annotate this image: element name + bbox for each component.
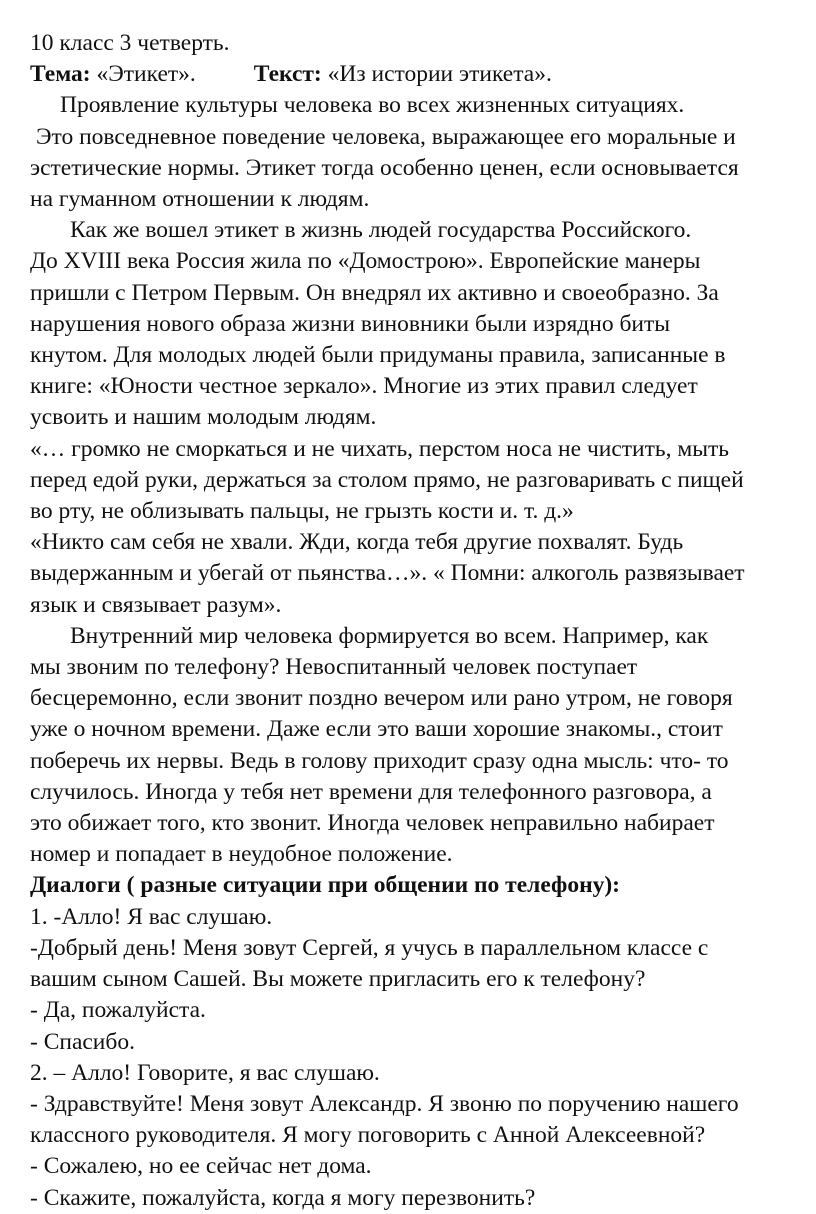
body-line: книге: «Юности честное зеркало». Многие из этих правил следует xyxy=(30,373,698,400)
text-label: Текст: xyxy=(253,61,322,88)
quote-line: «… громко не сморкаться и не чихать, перстом носа не чистить, мыть xyxy=(30,435,729,462)
body-line: на гуманном отношении к людям. xyxy=(30,186,370,213)
grade-line: 10 класс 3 четверть. xyxy=(30,30,230,56)
body-line: случилось. Иногда у тебя нет времени для телефонного разговора, а xyxy=(30,778,712,805)
body-line: бесцеремонно, если звонит поздно вечером или рано утром, не говоря xyxy=(30,685,733,712)
quote-line: перед едой руки, держаться за столом прямо, не разговаривать с пищей xyxy=(30,466,744,493)
body-line: уже о ночном времени. Даже если это ваши хорошие знакомы., стоит xyxy=(30,716,723,743)
dialogue-line: - Скажите, пожалуйста, когда я могу перезвонить? xyxy=(30,1184,536,1211)
body-line: номер и попадает в неудобное положение. xyxy=(30,841,453,868)
quote-line: во рту, не облизывать пальцы, не грызть кости и. т. д.» xyxy=(30,498,574,525)
dialogue-line: - Здравствуйте! Меня зовут Александр. Я звоню по поручению нашего xyxy=(30,1090,739,1117)
dialogue-line: вашим сыном Сашей. Вы можете пригласить его к телефону? xyxy=(30,966,646,993)
quote-line: выдержанным и убегай от пьянства…». « Помни: алкоголь развязывает xyxy=(30,560,745,587)
dialogue-line: 1. -Алло! Я вас слушаю. xyxy=(30,903,273,930)
dialogues-heading: Диалоги ( разные ситуации при общении по телефону): xyxy=(30,872,621,899)
text-value: «Из истории этикета». xyxy=(321,61,552,88)
body-line: Это повседневное поведение человека, выражающее его моральные и xyxy=(36,123,736,150)
body-line: Как же вошел этикет в жизнь людей государства Российского. xyxy=(70,217,692,244)
body-line: мы звоним по телефону? Невоспитанный человек поступает xyxy=(30,654,638,681)
body-line: Проявление культуры человека во всех жизненных ситуациях. xyxy=(60,92,685,119)
dialogue-line: 2. – Алло! Говорите, я вас слушаю. xyxy=(30,1059,380,1086)
body-line: кнутом. Для молодых людей были придуманы правила, записанные в xyxy=(30,342,726,369)
body-line: поберечь их нервы. Ведь в голову приходит сразу одна мысль: что- то xyxy=(30,747,729,774)
dialogue-line: - Спасибо. xyxy=(30,1028,135,1055)
quote-line: язык и связывает разум». xyxy=(30,591,282,618)
quote-line: «Никто сам себя не хвали. Жди, когда тебя другие похвалят. Будь xyxy=(30,529,684,556)
body-line: пришли с Петром Первым. Он внедрял их активно и своеобразно. За xyxy=(30,279,719,306)
body-line: Внутренний мир человека формируется во всем. Например, как xyxy=(70,622,709,649)
body-line: это обижает того, кто звонит. Иногда человек неправильно набирает xyxy=(30,810,715,837)
body-line: До XVIII века Россия жила по «Домострою». Европейские манеры xyxy=(30,248,701,275)
body-line: усвоить и нашим молодым людям. xyxy=(30,404,377,431)
dialogue-line: - Сожалею, но ее сейчас нет дома. xyxy=(30,1153,372,1180)
topic-label: Тема: xyxy=(30,61,91,88)
dialogue-line: - Да, пожалуйста. xyxy=(30,997,206,1024)
topic-value: «Этикет». xyxy=(90,61,196,88)
body-line: эстетические нормы. Этикет тогда особенно ценен, если основывается xyxy=(30,154,739,181)
body-line: нарушения нового образа жизни виновники были изрядно биты xyxy=(30,310,671,337)
dialogue-line: классного руководителя. Я могу поговорить с Анной Алексеевной? xyxy=(30,1122,706,1149)
dialogue-line: -Добрый день! Меня зовут Сергей, я учусь в параллельном классе с xyxy=(30,934,709,961)
topic-line xyxy=(30,59,802,90)
